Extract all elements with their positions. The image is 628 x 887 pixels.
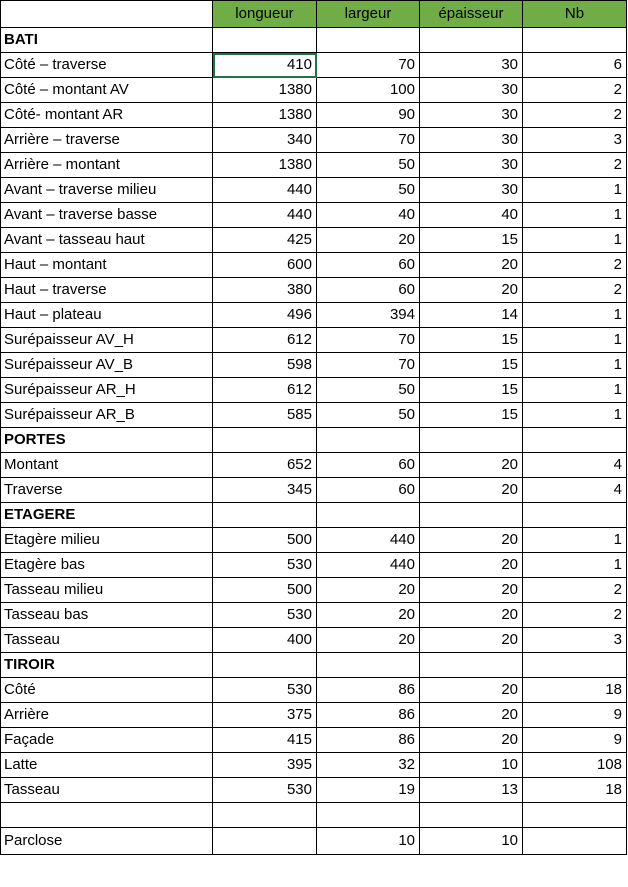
cell-longueur[interactable]: 340 xyxy=(213,128,317,153)
cell-nb[interactable] xyxy=(523,803,627,828)
cell-nb[interactable]: 1 xyxy=(523,228,627,253)
cell-epaisseur[interactable] xyxy=(420,803,523,828)
table-row xyxy=(1,453,627,478)
cell-epaisseur[interactable] xyxy=(420,653,523,678)
cell-label[interactable]: Tasseau milieu xyxy=(1,578,213,603)
cell-label[interactable]: Surépaisseur AV_B xyxy=(1,353,213,378)
cell-nb[interactable]: 2 xyxy=(523,253,627,278)
cell-longueur[interactable]: 530 xyxy=(213,678,317,703)
cell-label[interactable]: Parclose xyxy=(1,828,213,855)
cell-largeur[interactable] xyxy=(317,428,420,453)
cell-label[interactable] xyxy=(1,803,213,828)
cell-epaisseur[interactable]: 10 xyxy=(420,828,523,855)
cell-label[interactable]: PORTES xyxy=(1,428,213,453)
cell-longueur[interactable]: 600 xyxy=(213,253,317,278)
cell-nb[interactable]: 1 xyxy=(523,303,627,328)
cell-longueur[interactable] xyxy=(213,828,317,855)
section-row xyxy=(1,28,627,53)
cell-label[interactable]: Surépaisseur AR_B xyxy=(1,403,213,428)
table-row xyxy=(1,828,627,855)
cell-largeur[interactable]: 60 xyxy=(317,478,420,503)
cell-epaisseur[interactable]: 15 xyxy=(420,403,523,428)
cell-epaisseur[interactable]: 30 xyxy=(420,78,523,103)
cell-epaisseur[interactable]: 15 xyxy=(420,378,523,403)
cell-epaisseur[interactable] xyxy=(420,28,523,53)
table-row xyxy=(1,153,627,178)
cell-largeur[interactable]: 50 xyxy=(317,403,420,428)
cell-largeur[interactable]: 70 xyxy=(317,353,420,378)
cell-largeur[interactable] xyxy=(317,803,420,828)
cell-label[interactable]: TIROIR xyxy=(1,653,213,678)
cell-epaisseur[interactable]: 20 xyxy=(420,628,523,653)
cell-largeur[interactable]: 86 xyxy=(317,678,420,703)
cell-longueur[interactable] xyxy=(213,428,317,453)
cell-nb[interactable]: 3 xyxy=(523,628,627,653)
cell-nb[interactable]: 3 xyxy=(523,128,627,153)
cell-largeur[interactable]: 394 xyxy=(317,303,420,328)
cell-epaisseur[interactable]: 10 xyxy=(420,753,523,778)
cell-label[interactable]: Arrière – montant xyxy=(1,153,213,178)
table-body xyxy=(1,28,627,855)
cell-epaisseur[interactable]: 20 xyxy=(420,453,523,478)
cell-epaisseur[interactable]: 20 xyxy=(420,278,523,303)
table-row xyxy=(1,603,627,628)
cell-epaisseur[interactable]: 20 xyxy=(420,478,523,503)
cell-longueur[interactable]: 415 xyxy=(213,728,317,753)
cell-label[interactable]: Latte xyxy=(1,753,213,778)
cell-longueur[interactable]: 652 xyxy=(213,453,317,478)
cell-nb[interactable] xyxy=(523,428,627,453)
cell-epaisseur[interactable]: 30 xyxy=(420,128,523,153)
table-row xyxy=(1,178,627,203)
cell-longueur[interactable]: 1380 xyxy=(213,103,317,128)
cell-label[interactable]: Côté- montant AR xyxy=(1,103,213,128)
table-row xyxy=(1,353,627,378)
table-row xyxy=(1,253,627,278)
cell-label[interactable]: Haut – montant xyxy=(1,253,213,278)
cell-epaisseur[interactable]: 20 xyxy=(420,728,523,753)
header-cell-largeur[interactable]: largeur xyxy=(317,1,420,28)
cell-label[interactable]: Montant xyxy=(1,453,213,478)
section-row xyxy=(1,503,627,528)
table-row xyxy=(1,728,627,753)
cell-nb[interactable]: 2 xyxy=(523,578,627,603)
table-row xyxy=(1,578,627,603)
table-row xyxy=(1,128,627,153)
cell-largeur[interactable]: 100 xyxy=(317,78,420,103)
cell-longueur[interactable]: 425 xyxy=(213,228,317,253)
cell-nb[interactable]: 2 xyxy=(523,278,627,303)
cell-epaisseur[interactable]: 30 xyxy=(420,178,523,203)
table-row xyxy=(1,753,627,778)
section-row xyxy=(1,653,627,678)
cell-largeur[interactable]: 70 xyxy=(317,53,420,78)
cell-largeur[interactable]: 20 xyxy=(317,628,420,653)
cell-largeur[interactable]: 60 xyxy=(317,253,420,278)
table-row xyxy=(1,628,627,653)
table-row xyxy=(1,228,627,253)
cell-longueur[interactable]: 530 xyxy=(213,778,317,803)
cell-label[interactable]: Arrière – traverse xyxy=(1,128,213,153)
cell-nb[interactable]: 1 xyxy=(523,553,627,578)
table-row xyxy=(1,678,627,703)
cell-longueur[interactable]: 585 xyxy=(213,403,317,428)
cell-nb[interactable]: 18 xyxy=(523,778,627,803)
cell-largeur[interactable]: 20 xyxy=(317,578,420,603)
cell-epaisseur[interactable]: 15 xyxy=(420,328,523,353)
cell-epaisseur[interactable]: 15 xyxy=(420,353,523,378)
cell-epaisseur[interactable]: 13 xyxy=(420,778,523,803)
cell-largeur[interactable]: 50 xyxy=(317,178,420,203)
cell-longueur[interactable]: 380 xyxy=(213,278,317,303)
cell-longueur[interactable]: 500 xyxy=(213,528,317,553)
cell-epaisseur[interactable]: 20 xyxy=(420,528,523,553)
cell-longueur[interactable]: 375 xyxy=(213,703,317,728)
cell-largeur[interactable]: 50 xyxy=(317,153,420,178)
cell-nb[interactable]: 1 xyxy=(523,328,627,353)
cell-nb[interactable] xyxy=(523,828,627,855)
cell-longueur[interactable]: 410 xyxy=(213,53,317,78)
cell-label[interactable]: Côté – traverse xyxy=(1,53,213,78)
cell-largeur[interactable]: 40 xyxy=(317,203,420,228)
table-row xyxy=(1,703,627,728)
cell-nb[interactable]: 9 xyxy=(523,728,627,753)
cell-largeur[interactable] xyxy=(317,503,420,528)
header-cell-longueur[interactable]: longueur xyxy=(213,1,317,28)
cell-epaisseur[interactable] xyxy=(420,428,523,453)
cell-nb[interactable]: 2 xyxy=(523,78,627,103)
cell-largeur[interactable]: 70 xyxy=(317,128,420,153)
cell-nb[interactable] xyxy=(523,653,627,678)
cell-epaisseur[interactable]: 14 xyxy=(420,303,523,328)
cell-longueur[interactable]: 500 xyxy=(213,578,317,603)
cell-longueur[interactable]: 598 xyxy=(213,353,317,378)
cell-epaisseur[interactable]: 30 xyxy=(420,103,523,128)
cell-label[interactable]: Tasseau xyxy=(1,628,213,653)
cell-nb[interactable]: 108 xyxy=(523,753,627,778)
header-cell-blank[interactable] xyxy=(1,1,213,28)
table-row xyxy=(1,378,627,403)
table-row xyxy=(1,303,627,328)
cell-longueur[interactable]: 530 xyxy=(213,603,317,628)
cell-epaisseur[interactable]: 20 xyxy=(420,253,523,278)
cell-label[interactable]: Avant – traverse basse xyxy=(1,203,213,228)
cell-label[interactable]: Surépaisseur AV_H xyxy=(1,328,213,353)
cell-largeur[interactable]: 60 xyxy=(317,453,420,478)
cell-label[interactable]: Etagère bas xyxy=(1,553,213,578)
section-row xyxy=(1,428,627,453)
cell-label[interactable]: Arrière xyxy=(1,703,213,728)
cell-nb[interactable]: 1 xyxy=(523,178,627,203)
cell-largeur[interactable] xyxy=(317,28,420,53)
cell-longueur[interactable]: 612 xyxy=(213,328,317,353)
cell-largeur[interactable]: 19 xyxy=(317,778,420,803)
cell-epaisseur[interactable]: 40 xyxy=(420,203,523,228)
cell-nb[interactable]: 1 xyxy=(523,403,627,428)
cell-longueur[interactable]: 400 xyxy=(213,628,317,653)
cell-epaisseur[interactable]: 30 xyxy=(420,53,523,78)
table-row xyxy=(1,53,627,78)
cell-largeur[interactable]: 20 xyxy=(317,603,420,628)
cell-label[interactable]: Côté xyxy=(1,678,213,703)
table-row xyxy=(1,778,627,803)
cell-longueur[interactable]: 440 xyxy=(213,203,317,228)
cell-label[interactable]: Avant – traverse milieu xyxy=(1,178,213,203)
cell-longueur[interactable]: 612 xyxy=(213,378,317,403)
cell-largeur[interactable]: 60 xyxy=(317,278,420,303)
table-row xyxy=(1,203,627,228)
cell-largeur[interactable]: 20 xyxy=(317,228,420,253)
cell-label[interactable]: Côté – montant AV xyxy=(1,78,213,103)
cell-label[interactable]: Traverse xyxy=(1,478,213,503)
cell-largeur[interactable]: 86 xyxy=(317,703,420,728)
cell-longueur[interactable]: 496 xyxy=(213,303,317,328)
cell-epaisseur[interactable]: 20 xyxy=(420,578,523,603)
cell-nb[interactable]: 1 xyxy=(523,378,627,403)
table-row xyxy=(1,478,627,503)
cell-nb[interactable] xyxy=(523,28,627,53)
cell-epaisseur[interactable]: 20 xyxy=(420,703,523,728)
cell-largeur[interactable] xyxy=(317,653,420,678)
cell-longueur[interactable]: 345 xyxy=(213,478,317,503)
cell-label[interactable]: BATI xyxy=(1,28,213,53)
cell-nb[interactable]: 18 xyxy=(523,678,627,703)
cell-longueur[interactable]: 1380 xyxy=(213,78,317,103)
cell-longueur[interactable] xyxy=(213,653,317,678)
cell-label[interactable]: Avant – tasseau haut xyxy=(1,228,213,253)
cell-nb[interactable]: 1 xyxy=(523,353,627,378)
cell-epaisseur[interactable]: 20 xyxy=(420,553,523,578)
cell-label[interactable]: Façade xyxy=(1,728,213,753)
cell-longueur[interactable] xyxy=(213,803,317,828)
cell-nb[interactable]: 2 xyxy=(523,103,627,128)
header-cell-nb[interactable]: Nb xyxy=(523,1,627,28)
header-cell-epaisseur[interactable]: épaisseur xyxy=(420,1,523,28)
cell-nb[interactable]: 9 xyxy=(523,703,627,728)
cell-nb[interactable]: 4 xyxy=(523,453,627,478)
cell-nb[interactable]: 2 xyxy=(523,153,627,178)
cell-label[interactable]: Etagère milieu xyxy=(1,528,213,553)
spacer-row xyxy=(1,803,627,828)
cell-largeur[interactable]: 70 xyxy=(317,328,420,353)
cell-label[interactable]: ETAGERE xyxy=(1,503,213,528)
cell-longueur[interactable]: 395 xyxy=(213,753,317,778)
cell-nb[interactable]: 1 xyxy=(523,203,627,228)
cell-largeur[interactable]: 32 xyxy=(317,753,420,778)
table-row xyxy=(1,553,627,578)
cell-longueur[interactable] xyxy=(213,28,317,53)
cell-nb[interactable] xyxy=(523,503,627,528)
cell-epaisseur[interactable]: 20 xyxy=(420,678,523,703)
table-row xyxy=(1,328,627,353)
table-row xyxy=(1,278,627,303)
cell-label[interactable]: Haut – traverse xyxy=(1,278,213,303)
table-row xyxy=(1,528,627,553)
cell-epaisseur[interactable]: 15 xyxy=(420,228,523,253)
cell-longueur[interactable]: 440 xyxy=(213,178,317,203)
cell-label[interactable]: Surépaisseur AR_H xyxy=(1,378,213,403)
cell-epaisseur[interactable]: 30 xyxy=(420,153,523,178)
cell-nb[interactable]: 2 xyxy=(523,603,627,628)
cell-largeur[interactable]: 440 xyxy=(317,553,420,578)
cell-longueur[interactable]: 530 xyxy=(213,553,317,578)
cell-largeur[interactable]: 86 xyxy=(317,728,420,753)
header-row xyxy=(1,1,627,28)
table-row xyxy=(1,78,627,103)
cell-largeur[interactable]: 440 xyxy=(317,528,420,553)
cell-label[interactable]: Haut – plateau xyxy=(1,303,213,328)
table-row xyxy=(1,103,627,128)
cell-epaisseur[interactable] xyxy=(420,503,523,528)
cell-nb[interactable]: 6 xyxy=(523,53,627,78)
cell-longueur[interactable] xyxy=(213,503,317,528)
cell-label[interactable]: Tasseau bas xyxy=(1,603,213,628)
table-row xyxy=(1,403,627,428)
cell-label[interactable]: Tasseau xyxy=(1,778,213,803)
cell-nb[interactable]: 4 xyxy=(523,478,627,503)
cell-nb[interactable]: 1 xyxy=(523,528,627,553)
cell-largeur[interactable]: 90 xyxy=(317,103,420,128)
cell-longueur[interactable]: 1380 xyxy=(213,153,317,178)
cell-largeur[interactable]: 50 xyxy=(317,378,420,403)
cell-epaisseur[interactable]: 20 xyxy=(420,603,523,628)
cell-largeur[interactable]: 10 xyxy=(317,828,420,855)
